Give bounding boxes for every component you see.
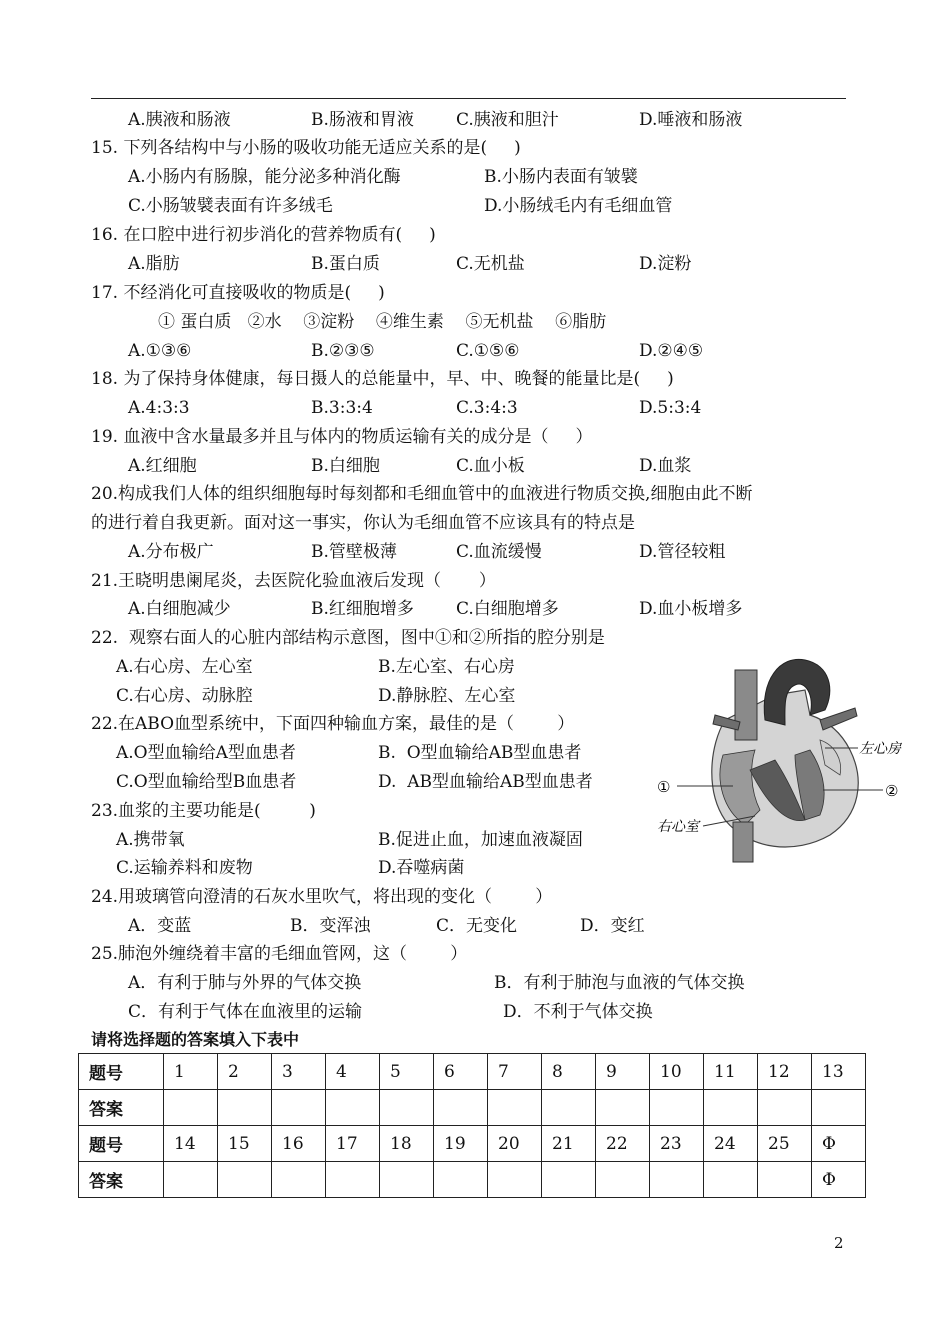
q24-option-a: A．变蓝 [128,916,192,936]
question-number: 20 [488,1126,542,1162]
q23-option-a: A.携带氧 [116,830,185,850]
answer-cell[interactable] [164,1090,218,1126]
answer-cell[interactable] [596,1090,650,1126]
q18-option-a: A.4:3:3 [128,398,190,418]
answer-cell[interactable] [758,1090,812,1126]
marker-1: ① [657,778,671,796]
question-number: 25 [758,1126,812,1162]
q22a-option-c: C.右心房、动脉腔 [116,686,253,706]
q17-items: ① 蛋白质 ②水 ③淀粉 ④维生素 ⑤无机盐 ⑥脂肪 [158,312,607,332]
question-number: 4 [326,1054,380,1090]
question-number: 1 [164,1054,218,1090]
answer-table-caption: 请将选择题的答案填入下表中 [91,1030,300,1049]
marker-2: ② [885,782,899,800]
answer-cell[interactable] [380,1162,434,1198]
answer-cell[interactable] [650,1162,704,1198]
q25-option-a: A．有利于肺与外界的气体交换 [128,973,362,993]
question-number: 24 [704,1126,758,1162]
answer-row-2 [79,1162,866,1198]
answer-cell[interactable] [704,1090,758,1126]
answer-cell[interactable] [326,1162,380,1198]
q15-stem: 15. 下列各结构中与小肠的吸收功能无适应关系的是( ) [91,138,521,158]
q20-option-b: B.管壁极薄 [311,542,397,562]
q17-option-d: D.②④⑤ [639,341,704,361]
q19-option-c: C.血小板 [456,456,525,476]
question-number: 13 [812,1054,866,1090]
q15-option-b: B.小肠内表面有皱襞 [484,167,638,187]
label-right-ventricle: 右心室 [657,819,699,835]
q20-stem-line2: 的进行着自我更新。面对这一事实，你认为毛细血管不应该具有的特点是 [91,513,635,533]
header-label: 题号 [79,1126,164,1162]
q16-option-d: D.淀粉 [639,254,692,274]
answer-cell[interactable] [326,1090,380,1126]
heart-diagram [655,650,910,865]
question-number: 14 [164,1126,218,1162]
answer-cell[interactable] [542,1090,596,1126]
heart-drawing [712,659,858,862]
q22a-option-a: A.右心房、左心室 [116,657,253,677]
question-number: 23 [650,1126,704,1162]
q17-option-c: C.①⑤⑥ [456,341,520,361]
q22b-option-d: D. AB型血输给AB型血患者 [378,772,593,792]
q23-stem: 23.血浆的主要功能是( ) [91,801,316,821]
question-number: 12 [758,1054,812,1090]
q20-option-c: C.血流缓慢 [456,542,542,562]
q17-stem: 17. 不经消化可直接吸收的物质是( ) [91,283,385,303]
q18-stem: 18. 为了保持身体健康，每日摄人的总能量中，早、中、晚餐的能量比是( ) [91,369,674,389]
q19-option-d: D.血浆 [639,456,692,476]
q25-option-d: D．不利于气体交换 [503,1002,653,1022]
q20-option-a: A.分布极广 [128,542,214,562]
header-rule [91,98,846,99]
q17-option-b: B.②③⑤ [311,341,375,361]
q22b-option-c: C.O型血输给型B血患者 [116,772,297,792]
q25-option-b: B．有利于肺泡与血液的气体交换 [494,973,745,993]
question-number: 11 [704,1054,758,1090]
question-number: 17 [326,1126,380,1162]
question-number: 5 [380,1054,434,1090]
q22a-option-d: D.静脉腔、左心室 [378,686,516,706]
q16-option-c: C.无机盐 [456,254,525,274]
q22b-option-a: A.O型血输给A型血患者 [116,743,296,763]
answer-cell[interactable] [812,1090,866,1126]
answer-cell[interactable] [380,1090,434,1126]
answer-cell-last: Φ [812,1162,866,1198]
question-number: 3 [272,1054,326,1090]
answer-cell[interactable] [758,1162,812,1198]
q15-option-d: D.小肠绒毛内有毛细血管 [484,196,673,216]
q15-option-c: C.小肠皱襞表面有许多绒毛 [128,196,333,216]
question-number: 9 [596,1054,650,1090]
answer-cell[interactable] [596,1162,650,1198]
question-number: 8 [542,1054,596,1090]
q23-option-c: C.运输养料和废物 [116,858,253,878]
q22b-stem: 22.在ABO血型系统中，下面四种输血方案，最佳的是（ ） [91,714,575,734]
answer-cell[interactable] [434,1090,488,1126]
answer-cell[interactable] [218,1090,272,1126]
q25-stem: 25.肺泡外缠绕着丰富的毛细血管网，这（ ） [91,944,468,964]
q16-stem: 16. 在口腔中进行初步消化的营养物质有( ) [91,225,436,245]
number-row-2 [79,1126,866,1162]
number-row-1 [79,1054,866,1090]
q24-option-c: C．无变化 [436,916,518,936]
header-label: 题号 [79,1054,164,1090]
question-number: Φ [812,1126,866,1162]
q22a-stem: 22. 观察右面人的心脏内部结构示意图，图中①和②所指的腔分别是 [91,628,605,648]
q21-option-d: D.血小板增多 [639,599,743,619]
question-number: 19 [434,1126,488,1162]
q16-option-b: B.蛋白质 [311,254,380,274]
answer-cell[interactable] [218,1162,272,1198]
q19-stem: 19. 血液中含水量最多并且与体内的物质运输有关的成分是（ ） [91,427,593,447]
question-number: 18 [380,1126,434,1162]
page-number: 2 [834,1234,844,1252]
q14-option-d: D.唾液和肠液 [639,110,743,130]
answer-cell[interactable] [164,1162,218,1198]
q22b-option-b: B. O型血输给AB型血患者 [378,743,582,763]
q21-stem: 21.王晓明患阑尾炎，去医院化验血液后发现（ ） [91,571,496,591]
answer-cell[interactable] [650,1090,704,1126]
q20-option-d: D.管径较粗 [639,542,726,562]
q20-stem-line1: 20.构成我们人体的组织细胞每时每刻都和毛细血管中的血液进行物质交换,细胞由此不断 [91,484,753,504]
question-number: 7 [488,1054,542,1090]
q19-option-a: A.红细胞 [128,456,197,476]
q23-option-d: D.吞噬病菌 [378,858,465,878]
answer-cell[interactable] [272,1162,326,1198]
question-number: 21 [542,1126,596,1162]
q14-option-c: C.胰液和胆汁 [456,110,559,130]
q14-option-a: A.胰液和肠液 [128,110,231,130]
q24-stem: 24.用玻璃管向澄清的石灰水里吹气，将出现的变化（ ） [91,887,553,907]
question-number: 22 [596,1126,650,1162]
q21-option-b: B.红细胞增多 [311,599,414,619]
answer-label: 答案 [79,1162,164,1198]
question-number: 6 [434,1054,488,1090]
answer-cell[interactable] [488,1162,542,1198]
q19-option-b: B.白细胞 [311,456,380,476]
answer-cell[interactable] [542,1162,596,1198]
answer-label: 答案 [79,1090,164,1126]
q22a-option-b: B.左心室、右心房 [378,657,515,677]
answer-cell[interactable] [434,1162,488,1198]
q18-option-d: D.5:3:4 [639,398,702,418]
answer-cell[interactable] [704,1162,758,1198]
question-number: 2 [218,1054,272,1090]
answer-cell[interactable] [488,1090,542,1126]
q24-option-d: D．变红 [580,916,645,936]
q15-option-a: A.小肠内有肠腺，能分泌多种消化酶 [128,167,401,187]
q25-option-c: C．有利于气体在血液里的运输 [128,1002,363,1022]
q24-option-b: B．变浑浊 [290,916,371,936]
question-number: 10 [650,1054,704,1090]
q21-option-c: C.白细胞增多 [456,599,559,619]
q16-option-a: A.脂肪 [128,254,180,274]
q17-option-a: A.①③⑥ [128,341,192,361]
question-number: 16 [272,1126,326,1162]
q18-option-c: C.3:4:3 [456,398,518,418]
q18-option-b: B.3:3:4 [311,398,373,418]
question-number: 15 [218,1126,272,1162]
answer-cell[interactable] [272,1090,326,1126]
q23-option-b: B.促进止血，加速血液凝固 [378,830,583,850]
answer-table [78,1053,866,1198]
q14-option-b: B.肠液和胃液 [311,110,414,130]
label-left-atrium: 左心房 [859,741,901,757]
answer-row-1 [79,1090,866,1126]
q21-option-a: A.白细胞减少 [128,599,231,619]
